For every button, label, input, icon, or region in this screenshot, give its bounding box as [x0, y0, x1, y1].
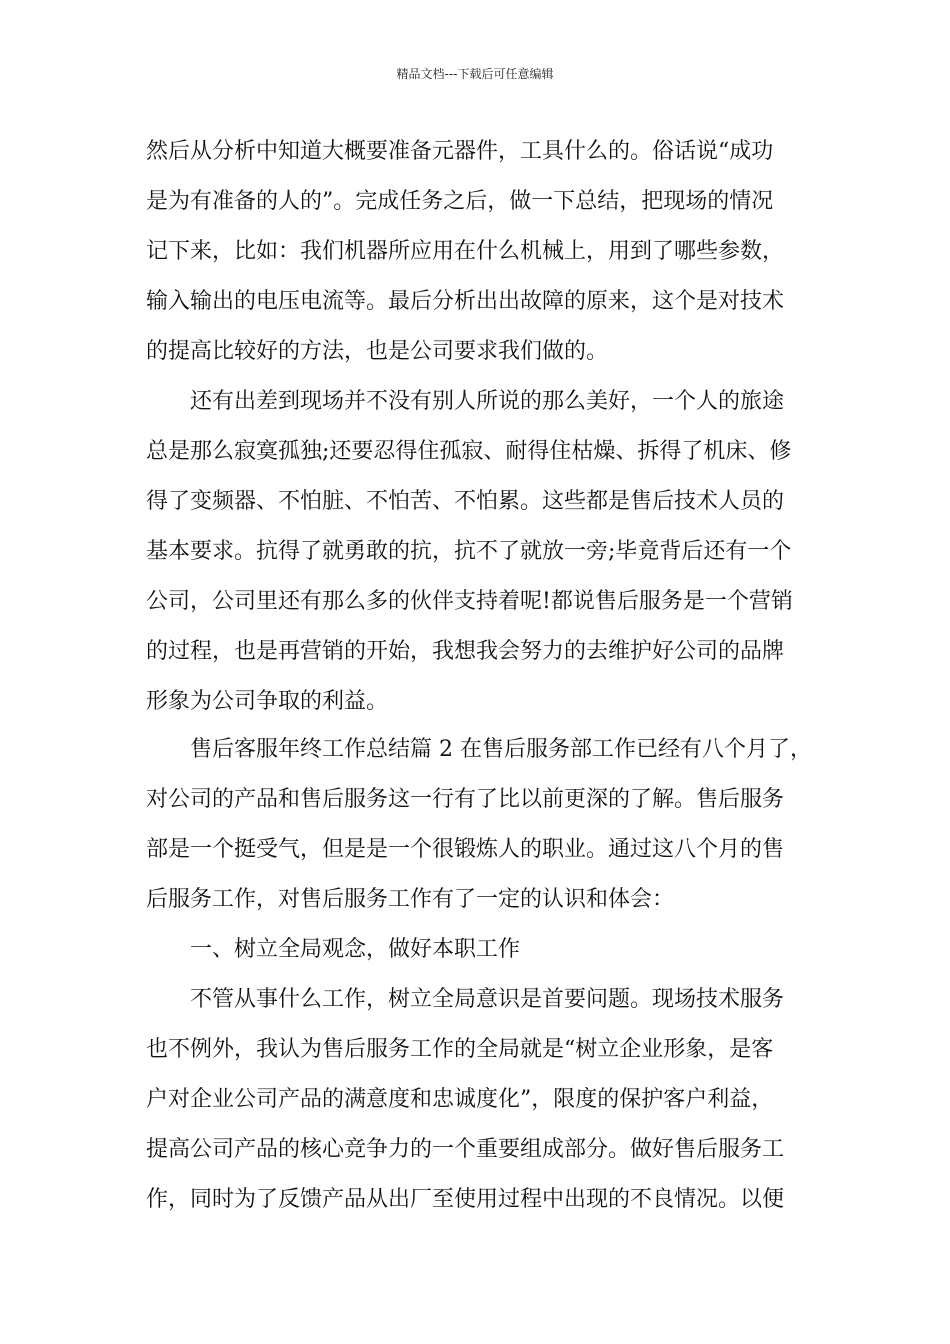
paragraph-first-line: 不管从事什么工作，树立全局意识是首要问题。现场技术服务	[190, 987, 785, 1012]
text-line: 部是一个挺受气，但是是一个很锻炼人的职业。通过这八个月的售	[146, 837, 785, 862]
section-heading: 一、树立全局观念，做好本职工作	[190, 937, 521, 962]
text-line: 公司，公司里还有那么多的伙伴支持着呢!都说售后服务是一个营销	[146, 589, 793, 614]
text-line: 输入输出的电压电流等。最后分析出出故障的原来，这个是对技术	[146, 289, 785, 314]
text-line: 基本要求。抗得了就勇敢的抗，抗不了就放一旁;毕竟背后还有一个	[146, 539, 792, 564]
paragraph-first-line: 售后客服年终工作总结篇 2 在售后服务部工作已经有八个月了，	[190, 737, 812, 762]
text-line: 也不例外，我认为售后服务工作的全局就是“树立企业形象，是客	[146, 1037, 774, 1062]
text-line: 提高公司产品的核心竞争力的一个重要组成部分。做好售后服务工	[146, 1137, 785, 1162]
text-line: 总是那么寂寞孤独;还要忍得住孤寂、耐得住枯燥、拆得了机床、修	[146, 439, 792, 464]
paragraph-first-line: 还有出差到现场并不没有别人所说的那么美好，一个人的旅途	[190, 389, 785, 414]
text-line: 得了变频器、不怕脏、不怕苦、不怕累。这些都是售后技术人员的	[146, 489, 785, 514]
text-line: 作，同时为了反馈产品从出厂至使用过程中出现的不良情况。以便	[146, 1187, 785, 1212]
text-line: 对公司的产品和售后服务这一行有了比以前更深的了解。售后服务	[146, 787, 785, 812]
text-line: 形象为公司争取的利益。	[146, 689, 389, 714]
text-line: 记下来，比如：我们机器所应用在什么机械上，用到了哪些参数，	[146, 239, 785, 264]
text-line: 后服务工作，对售后服务工作有了一定的认识和体会：	[146, 887, 675, 912]
text-line: 是为有准备的人的”。完成任务之后，做一下总结，把现场的情况	[146, 189, 774, 214]
page-header: 精品文档---下载后可任意编辑	[396, 67, 554, 81]
text-line: 户对企业公司产品的满意度和忠诚度化”，限度的保护客户利益，	[146, 1087, 774, 1112]
text-line: 的过程，也是再营销的开始，我想我会努力的去维护好公司的品牌	[146, 639, 785, 664]
text-line: 然后从分析中知道大概要准备元器件，工具什么的。俗话说“成功	[146, 139, 774, 164]
text-line: 的提高比较好的方法，也是公司要求我们做的。	[146, 339, 609, 364]
